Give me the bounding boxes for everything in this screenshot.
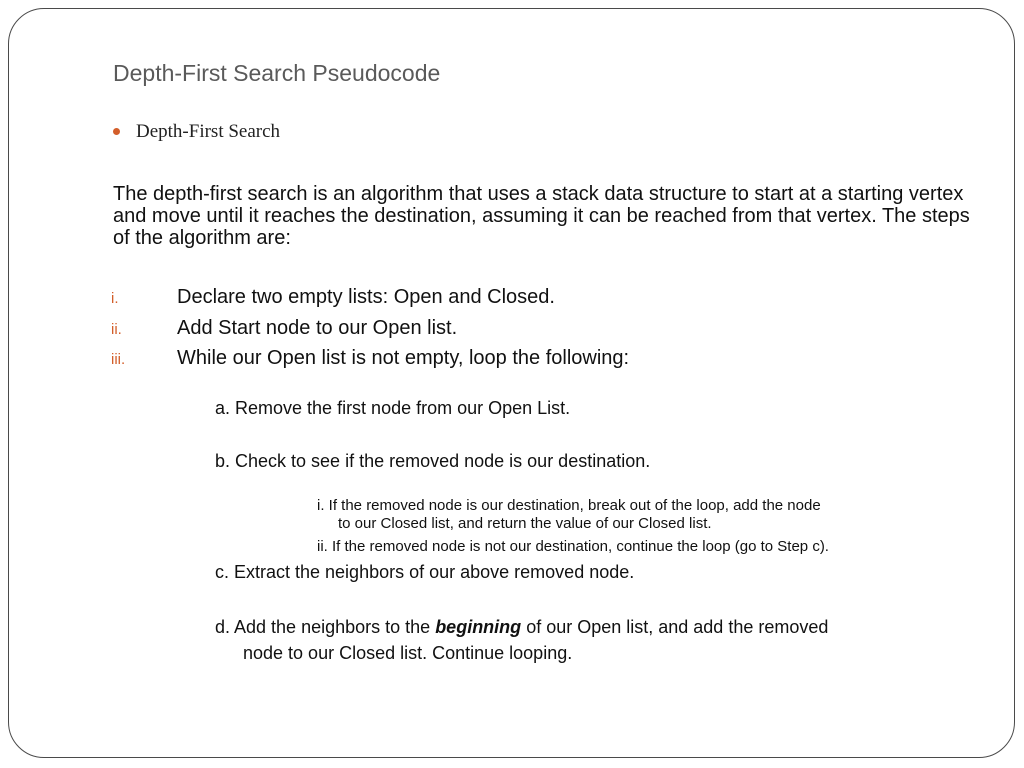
step-text: Declare two empty lists: Open and Closed. (177, 286, 555, 308)
step-2 (111, 317, 457, 340)
intro-paragraph: The depth-first search is an algorithm that uses a stack data structure to start at a starting vertex and move until it reaches the destination, assuming it can be reached from that vertex. The steps of the algorithm are: (113, 183, 970, 249)
step-number: iii. (111, 351, 126, 368)
substep-b-i-line2: to our Closed list, and return the value of our Closed list. (338, 515, 712, 532)
slide-title: Depth-First Search Pseudocode (113, 60, 441, 86)
step-1 (111, 286, 555, 309)
bullet-dot-icon (113, 128, 120, 135)
bullet-label: Depth-First Search (136, 121, 281, 142)
step-number: ii. (111, 321, 122, 338)
substep-b-i-line1: i. If the removed node is our destination, break out of the loop, add the node (317, 497, 821, 514)
step-text: While our Open list is not empty, loop the following: (177, 347, 630, 369)
step-text: Add Start node to our Open list. (177, 317, 458, 339)
step-number: i. (111, 290, 119, 307)
substep-c: c. Extract the neighbors of our above removed node. (215, 562, 635, 582)
step-3 (111, 347, 629, 370)
substep-d-emphasis: beginning (435, 617, 522, 637)
substep-b: b. Check to see if the removed node is our destination. (215, 451, 651, 471)
bullet-item (113, 121, 280, 143)
substep-d (215, 614, 828, 666)
substep-d-line2: node to our Closed list. Continue looping. (243, 643, 573, 663)
substep-b-i (317, 497, 821, 533)
substep-d-suffix: of our Open list, and add the removed (526, 617, 829, 637)
substep-b-ii: ii. If the removed node is not our destination, continue the loop (go to Step c). (317, 538, 829, 555)
substep-d-prefix: d. Add the neighbors to the (215, 617, 431, 637)
substep-a: a. Remove the first node from our Open List. (215, 398, 571, 418)
